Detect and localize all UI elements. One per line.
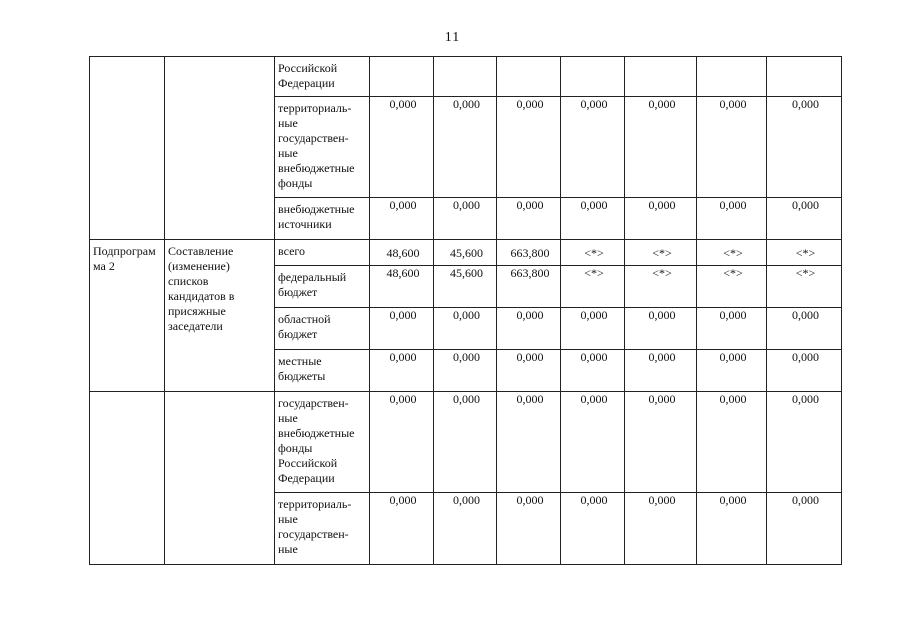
value-cell: 0,000 (434, 350, 497, 392)
funding-source: территориаль- ные государствен- ные внебюджетные фонды (275, 97, 370, 198)
value-cell: 48,600 (370, 240, 434, 266)
value-cell: 0,000 (370, 308, 434, 350)
value-cell: 0,000 (767, 493, 842, 565)
value-cell: 0,000 (625, 392, 697, 493)
table-row (90, 240, 842, 266)
funding-source: государствен- ные внебюджетные фонды Российской Федерации (275, 392, 370, 493)
table-row (90, 392, 842, 493)
value-cell: 0,000 (497, 392, 561, 493)
value-cell: 45,600 (434, 240, 497, 266)
value-cell: 0,000 (370, 392, 434, 493)
value-cell: 663,800 (497, 240, 561, 266)
table-row (90, 57, 842, 97)
value-cell: 0,000 (434, 392, 497, 493)
value-cell: 0,000 (697, 392, 767, 493)
value-cell: 0,000 (561, 350, 625, 392)
value-cell: 0,000 (767, 308, 842, 350)
page-number: 11 (444, 30, 461, 45)
value-cell (434, 57, 497, 97)
table-body (90, 57, 842, 565)
value-cell: 0,000 (625, 350, 697, 392)
value-cell: <*> (767, 240, 842, 266)
value-cell: 0,000 (561, 198, 625, 240)
value-cell (497, 57, 561, 97)
value-cell: 0,000 (697, 308, 767, 350)
value-cell: 0,000 (370, 97, 434, 198)
value-cell: 0,000 (625, 308, 697, 350)
value-cell: 0,000 (370, 493, 434, 565)
funding-source: местные бюджеты (275, 350, 370, 392)
value-cell: 0,000 (625, 97, 697, 198)
funding-source: федеральный бюджет (275, 266, 370, 308)
value-cell: 0,000 (697, 350, 767, 392)
value-cell: 0,000 (434, 493, 497, 565)
value-cell (697, 57, 767, 97)
value-cell: 0,000 (497, 350, 561, 392)
empty-title-cell (165, 57, 275, 240)
subprogram-name: Подпрограм ма 2 (90, 240, 165, 392)
funding-source: областной бюджет (275, 308, 370, 350)
funding-source: территориаль- ные государствен- ные (275, 493, 370, 565)
funding-source: всего (275, 240, 370, 266)
value-cell: 0,000 (561, 308, 625, 350)
value-cell: 0,000 (767, 392, 842, 493)
value-cell: 0,000 (370, 350, 434, 392)
value-cell: <*> (625, 266, 697, 308)
subprogram-title: Составление (изменение) списков кандидатов в присяжные заседатели (165, 240, 275, 392)
value-cell: 48,600 (370, 266, 434, 308)
value-cell (370, 57, 434, 97)
value-cell (767, 57, 842, 97)
value-cell: 45,600 (434, 266, 497, 308)
value-cell: 0,000 (767, 350, 842, 392)
value-cell: 0,000 (561, 392, 625, 493)
empty-title-cell (165, 392, 275, 565)
value-cell: <*> (625, 240, 697, 266)
value-cell: 0,000 (497, 493, 561, 565)
value-cell: 0,000 (625, 493, 697, 565)
value-cell: <*> (767, 266, 842, 308)
budget-table (89, 56, 842, 565)
value-cell: 0,000 (697, 493, 767, 565)
value-cell: 0,000 (497, 97, 561, 198)
value-cell: 0,000 (434, 308, 497, 350)
value-cell: 0,000 (370, 198, 434, 240)
funding-source: Российской Федерации (275, 57, 370, 97)
value-cell: 0,000 (497, 308, 561, 350)
value-cell: 0,000 (561, 97, 625, 198)
value-cell: <*> (561, 266, 625, 308)
value-cell: 0,000 (625, 198, 697, 240)
value-cell: <*> (561, 240, 625, 266)
value-cell: 0,000 (434, 198, 497, 240)
value-cell: 0,000 (767, 198, 842, 240)
value-cell: 0,000 (697, 97, 767, 198)
value-cell: <*> (697, 240, 767, 266)
empty-program-cell (90, 57, 165, 240)
value-cell: 0,000 (434, 97, 497, 198)
value-cell: <*> (697, 266, 767, 308)
value-cell (625, 57, 697, 97)
value-cell: 0,000 (561, 493, 625, 565)
funding-source: внебюджетные источники (275, 198, 370, 240)
value-cell: 0,000 (697, 198, 767, 240)
value-cell: 663,800 (497, 266, 561, 308)
empty-program-cell (90, 392, 165, 565)
value-cell (561, 57, 625, 97)
value-cell: 0,000 (497, 198, 561, 240)
value-cell: 0,000 (767, 97, 842, 198)
